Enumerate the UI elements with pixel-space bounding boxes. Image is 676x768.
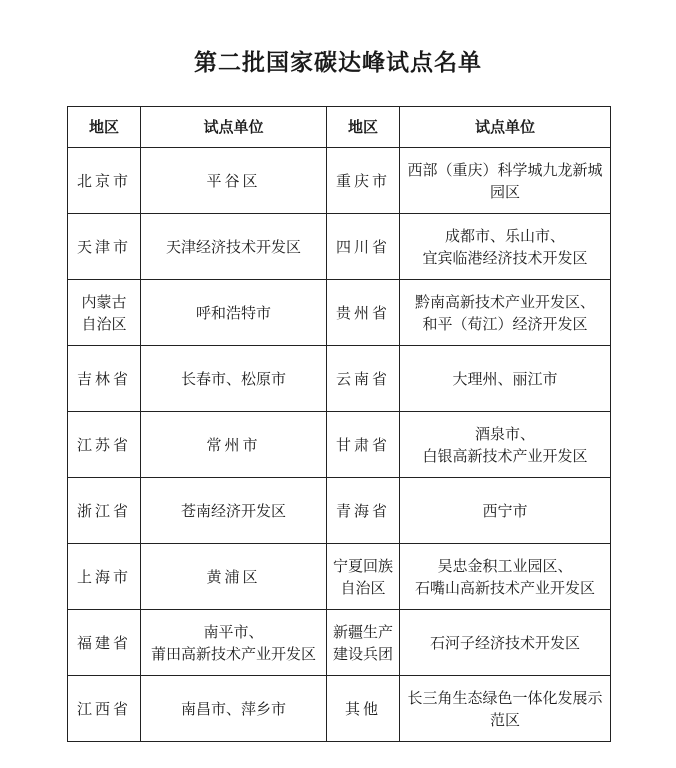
region-left-cell — [68, 478, 141, 544]
region-right-cell — [327, 544, 400, 610]
unit-left-cell — [141, 676, 327, 742]
cell-text: 内蒙古 — [81, 292, 127, 311]
cell-text: 南平市、 — [203, 622, 264, 641]
unit-right-cell — [400, 214, 611, 280]
unit-right-cell — [400, 148, 611, 214]
region-right-cell — [327, 346, 400, 412]
cell-text: 甘肃省 — [335, 435, 390, 454]
unit-left-cell — [141, 148, 327, 214]
region-left-cell — [68, 412, 141, 478]
region-left-cell — [68, 280, 141, 346]
cell-text: 西部（重庆）科学城九龙新城园区 — [407, 160, 603, 201]
cell-text: 天津经济技术开发区 — [165, 237, 301, 256]
table-header-row — [68, 107, 611, 148]
region-left-cell — [68, 214, 141, 280]
table-row — [68, 412, 611, 478]
cell-text: 成都市、乐山市、 — [444, 226, 565, 245]
cell-text: 平谷区 — [206, 171, 261, 190]
pilot-list-table — [67, 106, 611, 742]
cell-text: 天津市 — [76, 237, 131, 256]
unit-left-cell — [141, 412, 327, 478]
region-left-cell — [68, 346, 141, 412]
cell-text: 酒泉市、 — [474, 424, 535, 443]
cell-text: 长三角生态绿色一体化发展示范区 — [407, 688, 603, 729]
region-left-cell — [68, 610, 141, 676]
table-row — [68, 148, 611, 214]
header-region-left: 地区 — [68, 107, 141, 148]
cell-text: 浙江省 — [76, 501, 131, 520]
region-right-cell — [327, 280, 400, 346]
cell-text: 江西省 — [76, 699, 131, 718]
header-region-right: 地区 — [327, 107, 400, 148]
cell-text: 黄浦区 — [206, 567, 261, 586]
cell-text: 南昌市、萍乡市 — [180, 699, 286, 718]
cell-text: 四川省 — [335, 237, 390, 256]
table-row — [68, 478, 611, 544]
unit-left-cell — [141, 214, 327, 280]
unit-right-cell — [400, 610, 611, 676]
table-row — [68, 346, 611, 412]
cell-text: 福建省 — [76, 633, 131, 652]
region-left-cell — [68, 676, 141, 742]
cell-text: 常州市 — [206, 435, 261, 454]
region-right-cell — [327, 610, 400, 676]
cell-text: 新疆生产 — [332, 622, 393, 641]
region-right-cell — [327, 412, 400, 478]
unit-left-cell — [141, 280, 327, 346]
table-body — [68, 148, 611, 742]
cell-text: 自治区 — [81, 314, 127, 333]
cell-text: 宜宾临港经济技术开发区 — [422, 248, 588, 267]
cell-text: 石嘴山高新技术产业开发区 — [414, 578, 595, 597]
cell-text: 长春市、松原市 — [180, 369, 286, 388]
cell-text: 石河子经济技术开发区 — [429, 633, 580, 652]
cell-text: 和平（荀江）经济开发区 — [422, 314, 588, 333]
table-row — [68, 280, 611, 346]
unit-left-cell — [141, 544, 327, 610]
cell-text: 吴忠金积工业园区、 — [437, 556, 573, 575]
unit-left-cell — [141, 478, 327, 544]
header-unit-right: 试点单位 — [400, 107, 611, 148]
cell-text: 呼和浩特市 — [195, 303, 271, 322]
unit-right-cell — [400, 346, 611, 412]
cell-text: 大理州、丽江市 — [452, 369, 558, 388]
region-right-cell — [327, 148, 400, 214]
region-right-cell — [327, 478, 400, 544]
cell-text: 宁夏回族 — [332, 556, 393, 575]
cell-text: 白银高新技术产业开发区 — [422, 446, 588, 465]
table-row — [68, 214, 611, 280]
unit-left-cell — [141, 346, 327, 412]
document-title: 第二批国家碳达峰试点名单 — [194, 50, 482, 76]
cell-text: 青海省 — [335, 501, 390, 520]
cell-text: 自治区 — [340, 578, 386, 597]
cell-text: 建设兵团 — [332, 644, 393, 663]
cell-text: 云南省 — [335, 369, 390, 388]
header-unit-left: 试点单位 — [141, 107, 327, 148]
cell-text: 江苏省 — [76, 435, 131, 454]
unit-right-cell — [400, 676, 611, 742]
unit-right-cell — [400, 544, 611, 610]
cell-text: 北京市 — [76, 171, 131, 190]
region-right-cell — [327, 214, 400, 280]
region-left-cell — [68, 544, 141, 610]
cell-text: 贵州省 — [335, 303, 390, 322]
region-left-cell — [68, 148, 141, 214]
table-row — [68, 544, 611, 610]
cell-text: 苍南经济开发区 — [180, 501, 286, 520]
table-row — [68, 676, 611, 742]
unit-right-cell — [400, 478, 611, 544]
cell-text: 莆田高新技术产业开发区 — [150, 644, 316, 663]
unit-left-cell — [141, 610, 327, 676]
cell-text: 重庆市 — [335, 171, 390, 190]
cell-text: 黔南高新技术产业开发区、 — [414, 292, 595, 311]
cell-text: 吉林省 — [76, 369, 131, 388]
table-row — [68, 610, 611, 676]
cell-text: 西宁市 — [482, 501, 528, 520]
unit-right-cell — [400, 412, 611, 478]
cell-text: 其他 — [344, 699, 381, 718]
unit-right-cell — [400, 280, 611, 346]
region-right-cell — [327, 676, 400, 742]
cell-text: 上海市 — [76, 567, 131, 586]
